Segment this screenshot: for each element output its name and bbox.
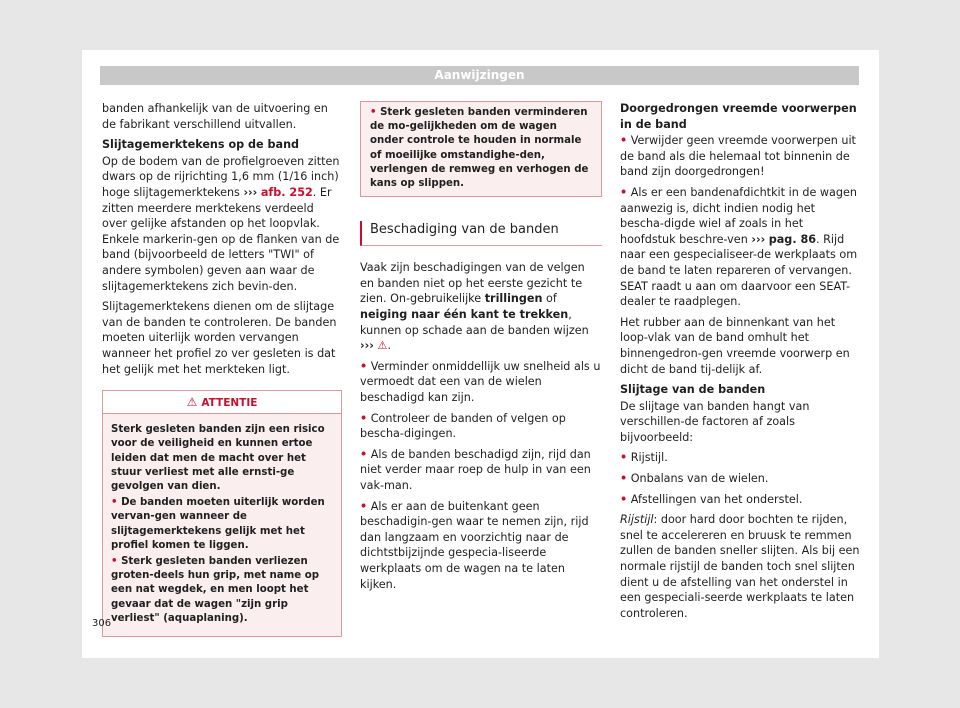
bullet-icon: • <box>111 555 118 567</box>
damage-paragraph: Vaak zijn beschadigingen van de velgen en banden niet op het eerste gezicht te zien. On-gebruikelijke trillingen of neiging naar één kant te trekken, kunnen op schade aan de banden wijzen ››› ⚠. <box>360 261 589 353</box>
warning-header: ⚠ ATTENTIE <box>103 391 341 414</box>
page-link[interactable]: pag. 86 <box>768 232 817 246</box>
intro-paragraph: banden afhankelijk van de uitvoering en de fabrikant verschillend uitvallen. <box>102 102 328 131</box>
wear-indicators-heading: Slijtagemerktekens op de band <box>102 138 300 152</box>
list-item: • Verminder onmiddellijk uw snelheid als u vermoedt dat een van de wielen beschadigd kan zijn. <box>360 359 601 404</box>
warning-triangle-icon[interactable]: ⚠ <box>377 339 388 353</box>
column-left <box>102 101 342 637</box>
bullet-icon: • <box>620 492 628 506</box>
bullet-icon: • <box>370 107 377 118</box>
warning-continuation-box: • Sterk gesleten banden verminderen de mo-gelijkheden om de wagen onder controle te houden in normale of moeilijke omstandighe-den, verlengen de remweg en verhogen de kans op slippen. <box>360 101 602 197</box>
arrow-ref: ››› <box>751 232 766 246</box>
arrow-ref: ››› <box>243 185 258 199</box>
wear-indicators-paragraph: Op de bodem van de profielgroeven zitten dwars op de rijrichting 1,6 mm (1/16 inch) hoge slijtagemerktekens ››› afb. 252. Er zitten meerdere merktekens verdeeld over gelijke afstanden op het loopvlak. Enkele markerin-gen op de flanken van de band (bijvoorbeeld de letters "TWI" of andere symbolen) geven aan waar de slijtagemerktekens zich bevin-den. <box>102 154 340 293</box>
warning-intro: Sterk gesleten banden zijn een risico voor de veiligheid en kunnen ertoe leiden dat men de macht over het stuur verliest met alle ernsti-ge gevolgen van dien. <box>111 424 325 492</box>
bullet-icon: • <box>360 447 368 461</box>
section-title-damage: Beschadiging van de banden <box>360 221 602 246</box>
page-header: Aanwijzingen <box>100 66 859 85</box>
warning-box <box>102 390 342 637</box>
foreign-objects-heading: Doorgedrongen vreemde voorwerpen in de band <box>620 102 857 131</box>
list-item: • Als de banden beschadigd zijn, rijd dan niet verder maar roep de hulp in van een vak-man. <box>360 447 591 492</box>
wear-purpose-paragraph: Slijtagemerktekens dienen om de slijtage van de banden te controleren. De banden moeten uiterlijk worden vervangen wanneer het profiel zo ver gesleten is dat het gelijk met het merkteken ligt. <box>102 300 337 376</box>
bullet-icon: • <box>111 497 118 509</box>
driving-style-paragraph: Rijstijl: door hard door bochten te rijden, snel te accelereren en bruusk te remmen zullen de banden sneller slijten. Als bij een normale rijstijl de banden toch snel slijten dient u de afstelling van het onderstel in een gespeciali-seerde werkplaats te laten controleren. <box>620 513 860 620</box>
bullet-icon: • <box>620 134 628 148</box>
bullet-icon: • <box>620 451 628 465</box>
arrow-ref: ››› <box>360 339 374 353</box>
list-item: • Rijstijl. <box>620 451 668 465</box>
page-number: 306 <box>92 618 112 629</box>
sealing-paragraph: Het rubber aan de binnenkant van het loop-vlak van de band omhult het binnengedron-gen vreemde voorwerp en dicht de band tij-delijk af. <box>620 315 850 376</box>
column-right <box>620 101 860 626</box>
figure-link[interactable]: afb. 252 <box>260 185 313 199</box>
warning-body <box>103 414 341 636</box>
bullet-icon: • <box>360 499 368 513</box>
list-item: • Onbalans van de wielen. <box>620 472 769 486</box>
bullet-icon: • <box>620 472 628 486</box>
wear-factors-paragraph: De slijtage van banden hangt van verschillen-de factoren af zoals bijvoorbeeld: <box>620 399 810 444</box>
list-item: • Afstellingen van het onderstel. <box>620 492 803 506</box>
list-item: • Als er een bandenafdichtkit in de wagen aanwezig is, dicht indien nodig het bescha-digde wiel af zoals in het hoofdstuk beschre-ven ››› pag. 86. Rijd naar een gespecialiseer-de werkplaats om de band te laten repareren of vervangen. SEAT raadt u aan om daarvoor een SEAT-dealer te raadplegen. <box>620 185 858 309</box>
warning-bullet: • De banden moeten uiterlijk worden vervan-gen wanneer de slijtagemerktekens gelijk met het profiel komen te liggen. <box>111 497 325 551</box>
list-item: • Als er aan de buitenkant geen beschadigin-gen waar te nemen zijn, rijd dan langzaam en voorzichtig naar de dichtstbijzijnde gespecia-liseerde werkplaats om de wagen na te laten kijken. <box>360 499 589 591</box>
tyre-wear-heading: Slijtage van de banden <box>620 383 766 397</box>
bullet-icon: • <box>360 359 368 373</box>
warning-bullet: • Sterk gesleten banden verliezen groten-deels hun grip, met name op een nat wegdek, en men loopt het gevaar dat de wagen "zijn grip verliest" (aquaplaning). <box>111 555 320 624</box>
column-middle <box>360 101 602 597</box>
warning-triangle-icon: ⚠ <box>186 395 198 410</box>
bullet-icon: • <box>360 411 368 425</box>
bullet-icon: • <box>620 185 628 199</box>
list-item: • Controleer de banden of velgen op bescha-digingen. <box>360 411 566 441</box>
list-item: • Verwijder geen vreemde voorwerpen uit de band als die helemaal tot binnenin de band zijn doorgedrongen! <box>620 134 856 179</box>
